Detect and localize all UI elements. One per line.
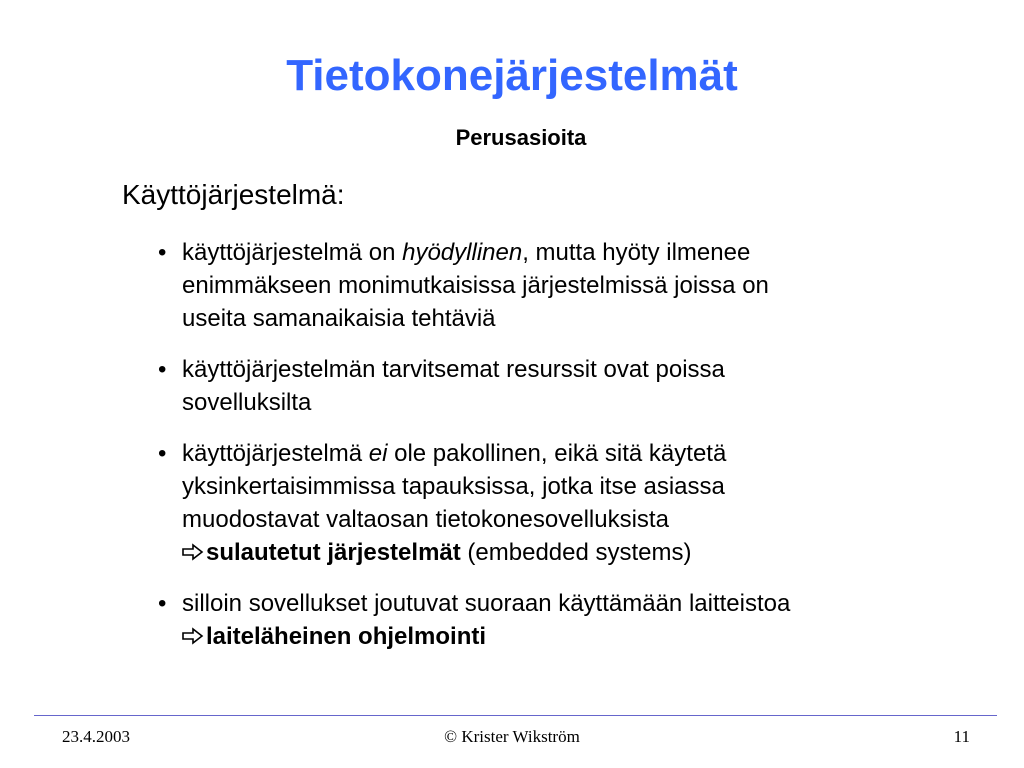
- slide-subtitle: Perusasioita: [455, 125, 587, 150]
- bullet-list: [158, 236, 938, 671]
- bullet-marker: •: [158, 356, 167, 383]
- section-heading: Käyttöjärjestelmä:: [122, 179, 345, 210]
- bullet-item-4: [158, 587, 938, 653]
- key-term: sulautetut järjestelmät: [206, 539, 461, 566]
- bullet-marker: •: [158, 239, 167, 266]
- bullet-line: [182, 620, 938, 653]
- bullet-item-3: [158, 437, 938, 569]
- bullet-text: käyttöjärjestelmä: [182, 440, 369, 467]
- emphasis-text: ei: [368, 440, 388, 467]
- bullet-line: muodostavat valtaosan tietokonesovelluksista: [182, 506, 669, 533]
- bullet-text: , mutta hyöty ilmenee: [522, 239, 751, 266]
- bullet-text: (embedded systems): [460, 539, 692, 566]
- bullet-line: [182, 236, 938, 269]
- bullet-line: enimmäkseen monimutkaisissa järjestelmissä joissa on: [182, 272, 769, 299]
- slide-number: 11: [953, 727, 970, 746]
- bullet-marker: •: [158, 590, 167, 617]
- footer-author: © Krister Wikström: [444, 727, 580, 746]
- bullet-text: ole pakollinen, eikä sitä käytetä: [387, 440, 727, 467]
- footer-divider: [34, 715, 997, 716]
- right-arrow-icon: [182, 627, 204, 645]
- bullet-item-1: [158, 236, 938, 335]
- emphasis-text: hyödyllinen: [402, 239, 523, 266]
- right-arrow-icon: [182, 543, 204, 561]
- bullet-text: käyttöjärjestelmä on: [182, 239, 403, 266]
- bullet-line: useita samanaikaisia tehtäviä: [182, 305, 496, 332]
- bullet-marker: •: [158, 440, 167, 467]
- bullet-item-2: [158, 353, 938, 419]
- bullet-line: yksinkertaisimmissa tapauksissa, jotka itse asiassa: [182, 473, 725, 500]
- bullet-line: [182, 437, 938, 470]
- key-term: laiteläheinen ohjelmointi: [206, 623, 487, 650]
- footer-date: 23.4.2003: [62, 727, 130, 746]
- bullet-line: sovelluksilta: [182, 389, 312, 416]
- slide-title: Tietokonejärjestelmät: [286, 51, 738, 100]
- bullet-line: silloin sovellukset joutuvat suoraan käyttämään laitteistoa: [182, 590, 791, 617]
- bullet-line: käyttöjärjestelmän tarvitsemat resurssit ovat poissa: [182, 356, 725, 383]
- bullet-line: [182, 536, 938, 569]
